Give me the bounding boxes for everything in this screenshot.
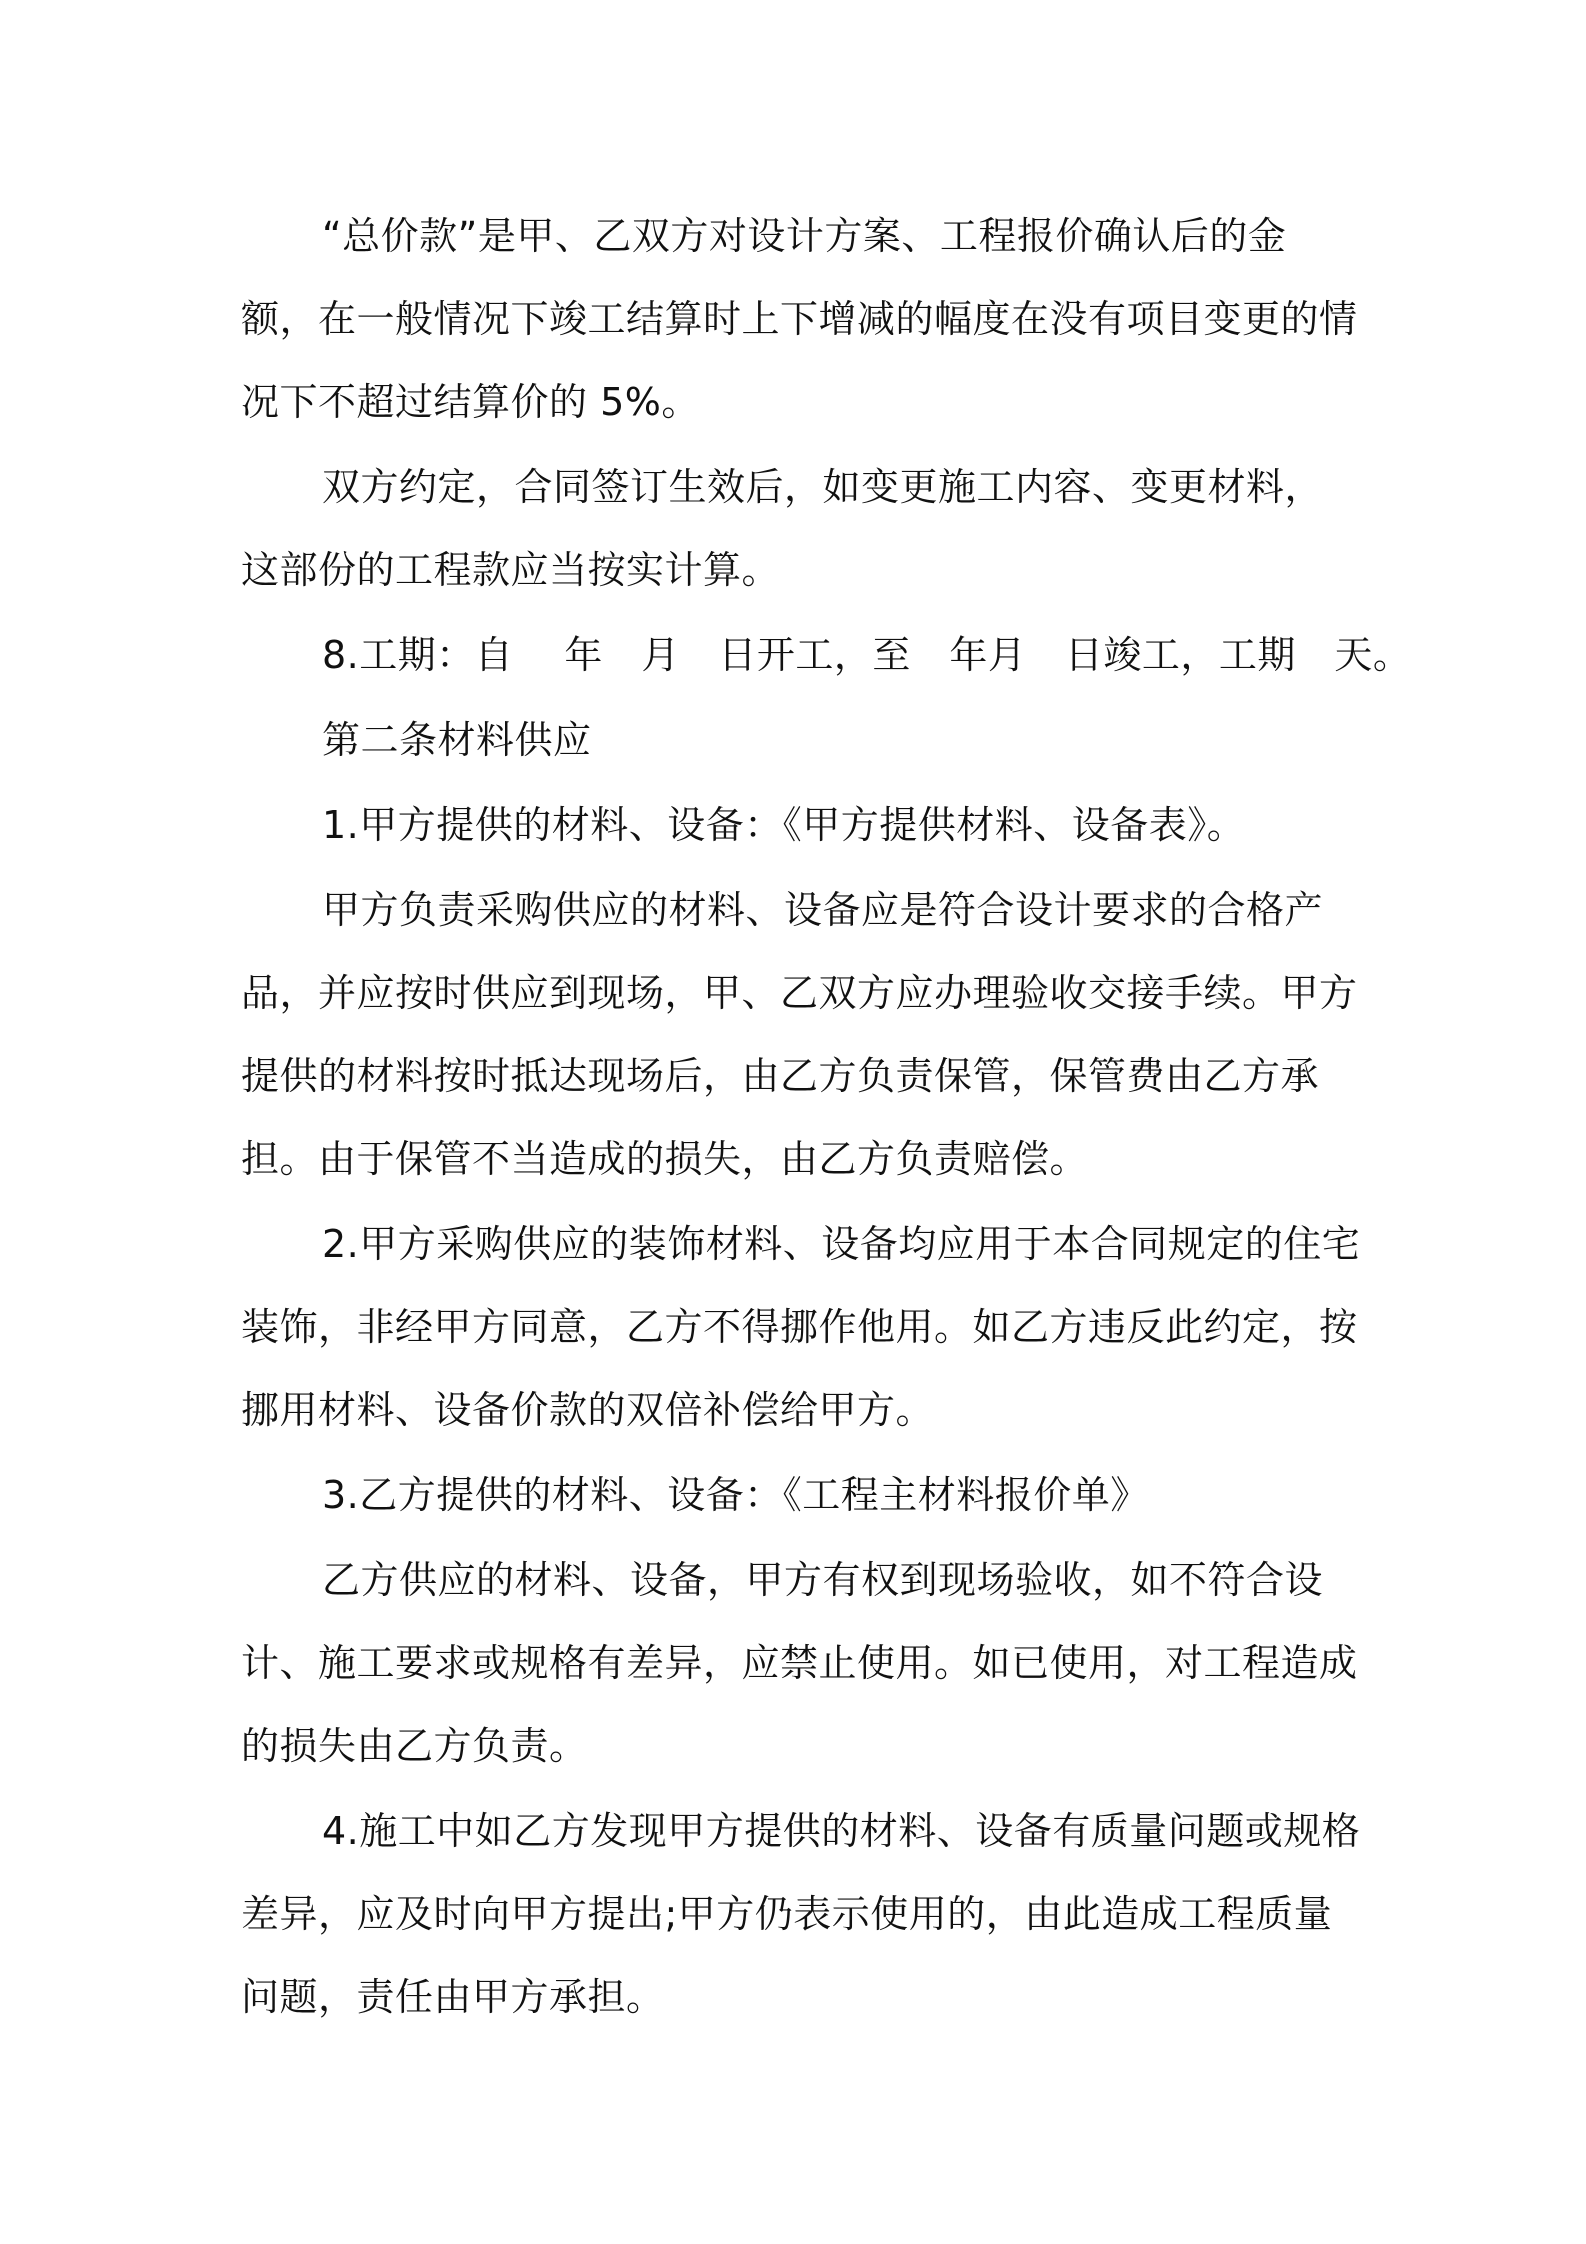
paragraph-party-b-materials: 3.乙方提供的材料、设备：《工程主材料报价单》 [322, 1473, 1149, 1517]
document-body [241, 195, 1412, 2041]
section-heading-material-supply: 第二条材料供应 [322, 718, 592, 762]
paragraph-agreement: 双方约定，合同签订生效后，如变更施工内容、变更材料，这部份的工程款应当按实计算。 [241, 465, 1324, 592]
paragraph-construction-period: 8.工期：自 年 月 日开工，至 年月 日竣工，工期 天。 [322, 633, 1412, 677]
paragraph-total-price: “总价款”是甲、乙双方对设计方案、工程报价确认后的金额，在一般情况下竣工结算时上下增减的幅度在没有项目变更的情况下不超过结算价的 5%。 [241, 214, 1358, 424]
paragraph-party-a-procurement: 甲方负责采购供应的材料、设备应是符合设计要求的合格产品，并应按时供应到现场，甲、乙双方应办理验收交接手续。甲方提供的材料按时抵达现场后，由乙方负责保管，保管费由乙方承担。由于保管不当造成的损失，由乙方负责赔偿。 [241, 888, 1358, 1181]
paragraph-party-b-supply: 乙方供应的材料、设备，甲方有权到现场验收，如不符合设计、施工要求或规格有差异，应禁止使用。如已使用，对工程造成的损失由乙方负责。 [241, 1558, 1358, 1768]
paragraph-quality-issues: 4.施工中如乙方发现甲方提供的材料、设备有质量问题或规格差异，应及时向甲方提出;甲方仍表示使用的，由此造成工程质量问题，责任由甲方承担。 [241, 1809, 1361, 2019]
paragraph-decoration-materials: 2.甲方采购供应的装饰材料、设备均应用于本合同规定的住宅装饰，非经甲方同意，乙方不得挪作他用。如乙方违反此约定，按挪用材料、设备价款的双倍补偿给甲方。 [241, 1222, 1361, 1432]
paragraph-party-a-materials: 1.甲方提供的材料、设备：《甲方提供材料、设备表》。 [322, 803, 1246, 847]
